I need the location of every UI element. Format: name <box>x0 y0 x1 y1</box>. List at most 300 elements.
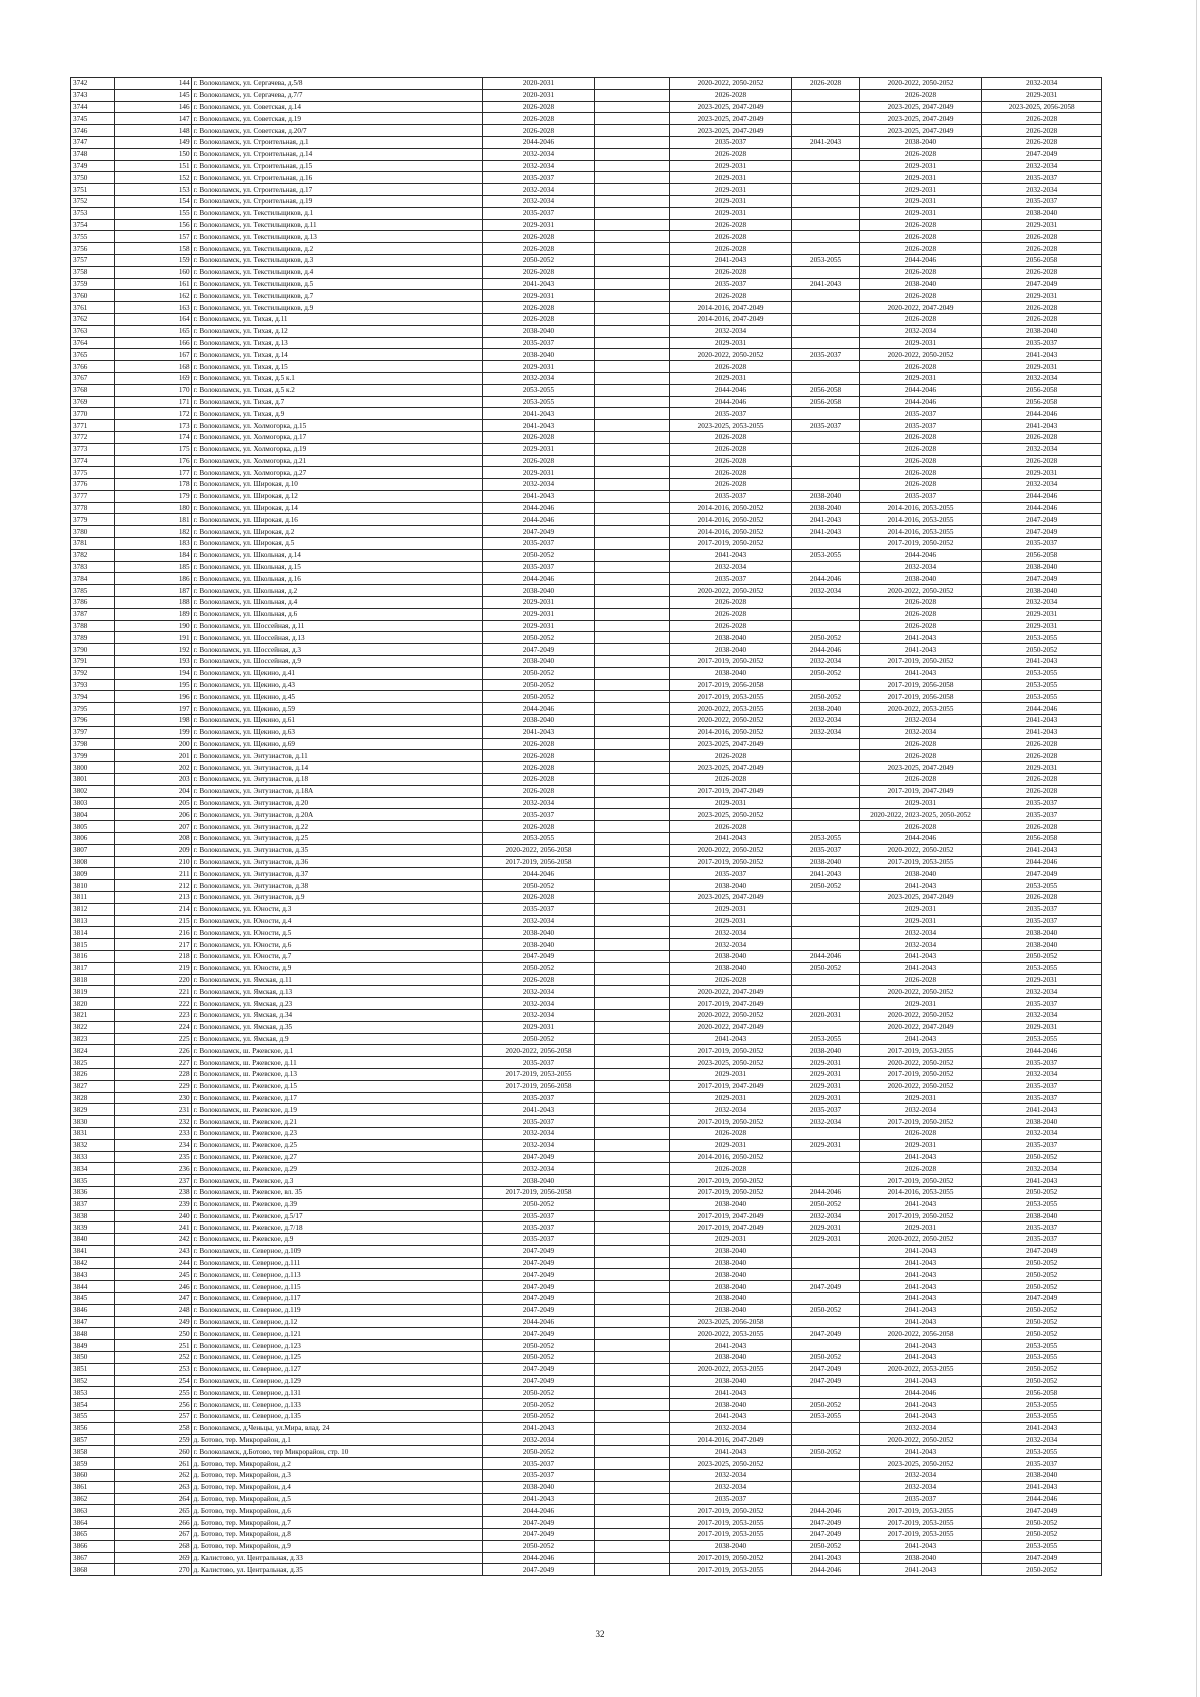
period-e-cell <box>595 1281 670 1293</box>
period-a-cell: 2047-2049 <box>482 526 594 538</box>
period-e-cell <box>595 502 670 514</box>
row-number-cell: 3775 <box>71 467 115 479</box>
table-row <box>71 915 1102 927</box>
period-g-cell: 2053-2055 <box>982 1399 1102 1411</box>
table-row <box>71 833 1102 845</box>
period-g-cell: 2026-2028 <box>982 136 1102 148</box>
period-e-cell <box>595 1328 670 1340</box>
address-cell: д. Калистово, ул. Центральная, д.35 <box>191 1564 482 1576</box>
row-number-cell: 3835 <box>71 1175 115 1187</box>
period-e-cell <box>595 1139 670 1151</box>
period-b-cell: 2023-2025, 2050-2052 <box>669 1458 792 1470</box>
period-a-cell: 2044-2046 <box>482 514 594 526</box>
item-number-cell: 239 <box>114 1198 191 1210</box>
row-number-cell: 3815 <box>71 939 115 951</box>
period-a-cell: 2047-2049 <box>482 1517 594 1529</box>
item-number-cell: 218 <box>114 950 191 962</box>
period-a-cell: 2026-2028 <box>482 113 594 125</box>
item-number-cell: 260 <box>114 1446 191 1458</box>
period-a-cell: 2035-2037 <box>482 1210 594 1222</box>
period-e-cell <box>595 833 670 845</box>
period-f-cell: 2023-2025, 2047-2049 <box>859 762 982 774</box>
period-e-cell <box>595 856 670 868</box>
period-g-cell: 2041-2043 <box>982 656 1102 668</box>
row-number-cell: 3834 <box>71 1163 115 1175</box>
period-g-cell: 2035-2037 <box>982 903 1102 915</box>
period-g-cell: 2050-2052 <box>982 1316 1102 1328</box>
table-row <box>71 903 1102 915</box>
period-g-cell: 2029-2031 <box>982 1021 1102 1033</box>
address-cell: г. Волоколамск, ул. Строительная, д.16 <box>191 172 482 184</box>
schedule-table-body <box>71 78 1102 1576</box>
table-row <box>71 1375 1102 1387</box>
table-row <box>71 1092 1102 1104</box>
table-row <box>71 396 1102 408</box>
period-g-cell: 2053-2055 <box>982 1198 1102 1210</box>
period-c-cell: 2050-2052 <box>792 691 859 703</box>
address-cell: г. Волоколамск, ул. Текстильщиков, д.9 <box>191 302 482 314</box>
period-a-cell: 2050-2052 <box>482 1387 594 1399</box>
period-a-cell: 2035-2037 <box>482 809 594 821</box>
address-cell: г. Волоколамск, ул. Энтузиастов, д.20А <box>191 809 482 821</box>
table-row <box>71 1151 1102 1163</box>
item-number-cell: 203 <box>114 774 191 786</box>
row-number-cell: 3840 <box>71 1234 115 1246</box>
period-g-cell: 2029-2031 <box>982 89 1102 101</box>
period-f-cell: 2029-2031 <box>859 915 982 927</box>
period-a-cell: 2020-2022, 2056-2058 <box>482 844 594 856</box>
period-c-cell: 2047-2049 <box>792 1375 859 1387</box>
period-e-cell <box>595 726 670 738</box>
period-a-cell: 2017-2019, 2056-2058 <box>482 856 594 868</box>
row-number-cell: 3867 <box>71 1552 115 1564</box>
period-b-cell: 2029-2031 <box>669 1139 792 1151</box>
row-number-cell: 3752 <box>71 195 115 207</box>
period-a-cell: 2035-2037 <box>482 1057 594 1069</box>
period-g-cell: 2053-2055 <box>982 632 1102 644</box>
period-c-cell <box>792 431 859 443</box>
period-b-cell: 2026-2028 <box>669 974 792 986</box>
table-row <box>71 420 1102 432</box>
period-b-cell: 2029-2031 <box>669 797 792 809</box>
period-b-cell: 2038-2040 <box>669 644 792 656</box>
item-number-cell: 217 <box>114 939 191 951</box>
address-cell: д. Ботово, тер. Микрорайон, д.2 <box>191 1458 482 1470</box>
period-e-cell <box>595 1009 670 1021</box>
table-row <box>71 113 1102 125</box>
period-e-cell <box>595 715 670 727</box>
period-e-cell <box>595 113 670 125</box>
address-cell: г. Волоколамск, ул. Энтузиастов, д.14 <box>191 762 482 774</box>
period-a-cell: 2029-2031 <box>482 443 594 455</box>
period-g-cell: 2053-2055 <box>982 1540 1102 1552</box>
period-c-cell <box>792 821 859 833</box>
period-b-cell: 2020-2022, 2047-2049 <box>669 986 792 998</box>
table-row <box>71 656 1102 668</box>
address-cell: г. Волоколамск, ш. Северное, д.12 <box>191 1316 482 1328</box>
period-c-cell <box>792 986 859 998</box>
item-number-cell: 145 <box>114 89 191 101</box>
address-cell: г. Волоколамск, ул. Энтузиастов, д.25 <box>191 833 482 845</box>
period-b-cell: 2032-2034 <box>669 1470 792 1482</box>
period-e-cell <box>595 1529 670 1541</box>
period-f-cell: 2020-2022, 2050-2052 <box>859 1080 982 1092</box>
period-a-cell: 2026-2028 <box>482 101 594 113</box>
period-e-cell <box>595 514 670 526</box>
period-a-cell: 2026-2028 <box>482 738 594 750</box>
table-row <box>71 1033 1102 1045</box>
row-number-cell: 3837 <box>71 1198 115 1210</box>
period-e-cell <box>595 1057 670 1069</box>
period-e-cell <box>595 703 670 715</box>
period-b-cell: 2020-2022, 2047-2049 <box>669 1021 792 1033</box>
period-c-cell: 2044-2046 <box>792 1564 859 1576</box>
period-f-cell: 2017-2019, 2053-2055 <box>859 856 982 868</box>
item-number-cell: 214 <box>114 903 191 915</box>
period-b-cell: 2017-2019, 2053-2055 <box>669 1564 792 1576</box>
period-c-cell: 2053-2055 <box>792 549 859 561</box>
period-g-cell: 2026-2028 <box>982 302 1102 314</box>
period-g-cell: 2041-2043 <box>982 1422 1102 1434</box>
period-f-cell: 2041-2043 <box>859 1399 982 1411</box>
period-g-cell: 2026-2028 <box>982 243 1102 255</box>
period-b-cell: 2026-2028 <box>669 750 792 762</box>
period-c-cell <box>792 1163 859 1175</box>
period-f-cell: 2032-2034 <box>859 325 982 337</box>
item-number-cell: 185 <box>114 561 191 573</box>
period-g-cell: 2026-2028 <box>982 785 1102 797</box>
period-c-cell <box>792 1293 859 1305</box>
item-number-cell: 186 <box>114 573 191 585</box>
period-b-cell: 2017-2019, 2050-2052 <box>669 1186 792 1198</box>
period-c-cell <box>792 125 859 137</box>
period-f-cell: 2023-2025, 2047-2049 <box>859 113 982 125</box>
period-e-cell <box>595 785 670 797</box>
period-g-cell: 2044-2046 <box>982 1045 1102 1057</box>
period-a-cell: 2053-2055 <box>482 396 594 408</box>
row-number-cell: 3817 <box>71 962 115 974</box>
period-a-cell: 2053-2055 <box>482 384 594 396</box>
row-number-cell: 3753 <box>71 207 115 219</box>
period-c-cell: 2038-2040 <box>792 1045 859 1057</box>
table-row <box>71 1139 1102 1151</box>
address-cell: г. Волоколамск, ш. Северное, д.131 <box>191 1387 482 1399</box>
period-e-cell <box>595 1092 670 1104</box>
period-c-cell: 2044-2046 <box>792 950 859 962</box>
period-c-cell <box>792 538 859 550</box>
period-c-cell: 2050-2052 <box>792 1352 859 1364</box>
address-cell: г. Волоколамск, ш. Ржевское, д.7/18 <box>191 1222 482 1234</box>
period-c-cell: 2044-2046 <box>792 1186 859 1198</box>
period-c-cell <box>792 1434 859 1446</box>
period-b-cell: 2038-2040 <box>669 1269 792 1281</box>
period-b-cell: 2032-2034 <box>669 1481 792 1493</box>
period-b-cell: 2026-2028 <box>669 455 792 467</box>
row-number-cell: 3808 <box>71 856 115 868</box>
period-c-cell <box>792 597 859 609</box>
table-row <box>71 962 1102 974</box>
period-a-cell: 2032-2034 <box>482 986 594 998</box>
period-g-cell: 2047-2049 <box>982 1505 1102 1517</box>
period-f-cell: 2041-2043 <box>859 950 982 962</box>
row-number-cell: 3827 <box>71 1080 115 1092</box>
table-row <box>71 125 1102 137</box>
row-number-cell: 3767 <box>71 372 115 384</box>
period-b-cell: 2041-2043 <box>669 1340 792 1352</box>
period-f-cell: 2044-2046 <box>859 549 982 561</box>
period-f-cell: 2029-2031 <box>859 1092 982 1104</box>
address-cell: г. Волоколамск, ул. Ямская, д.9 <box>191 1033 482 1045</box>
period-e-cell <box>595 1446 670 1458</box>
period-e-cell <box>595 443 670 455</box>
period-c-cell: 2035-2037 <box>792 420 859 432</box>
period-g-cell: 2053-2055 <box>982 691 1102 703</box>
table-row <box>71 1281 1102 1293</box>
period-a-cell: 2032-2034 <box>482 372 594 384</box>
row-number-cell: 3810 <box>71 880 115 892</box>
period-e-cell <box>595 950 670 962</box>
row-number-cell: 3814 <box>71 927 115 939</box>
period-b-cell: 2020-2022, 2050-2052 <box>669 1009 792 1021</box>
period-a-cell: 2050-2052 <box>482 1352 594 1364</box>
period-e-cell <box>595 891 670 903</box>
item-number-cell: 191 <box>114 632 191 644</box>
period-c-cell <box>792 172 859 184</box>
row-number-cell: 3765 <box>71 349 115 361</box>
period-g-cell: 2029-2031 <box>982 608 1102 620</box>
item-number-cell: 242 <box>114 1234 191 1246</box>
row-number-cell: 3843 <box>71 1269 115 1281</box>
table-row <box>71 1363 1102 1375</box>
schedule-table-container <box>70 77 1102 1576</box>
period-b-cell: 2017-2019, 2050-2052 <box>669 1116 792 1128</box>
table-row <box>71 1493 1102 1505</box>
period-g-cell: 2035-2037 <box>982 915 1102 927</box>
period-b-cell: 2038-2040 <box>669 1352 792 1364</box>
period-a-cell: 2050-2052 <box>482 632 594 644</box>
address-cell: г. Волоколамск, ул. Школьная, д.2 <box>191 585 482 597</box>
address-cell: г. Волоколамск, ул. Тихая, д.5 к.2 <box>191 384 482 396</box>
period-b-cell: 2035-2037 <box>669 573 792 585</box>
table-row <box>71 372 1102 384</box>
row-number-cell: 3772 <box>71 431 115 443</box>
period-g-cell: 2038-2040 <box>982 585 1102 597</box>
period-a-cell: 2032-2034 <box>482 1127 594 1139</box>
table-row <box>71 1045 1102 1057</box>
item-number-cell: 269 <box>114 1552 191 1564</box>
row-number-cell: 3746 <box>71 125 115 137</box>
period-a-cell: 2050-2052 <box>482 1198 594 1210</box>
period-c-cell: 2029-2031 <box>792 1057 859 1069</box>
address-cell: г. Волоколамск, ул. Строительная, д.17 <box>191 184 482 196</box>
period-a-cell: 2047-2049 <box>482 1281 594 1293</box>
period-a-cell: 2026-2028 <box>482 313 594 325</box>
item-number-cell: 149 <box>114 136 191 148</box>
period-e-cell <box>595 1222 670 1234</box>
table-row <box>71 467 1102 479</box>
period-f-cell: 2044-2046 <box>859 833 982 845</box>
period-f-cell: 2041-2043 <box>859 1198 982 1210</box>
item-number-cell: 259 <box>114 1434 191 1446</box>
period-e-cell <box>595 762 670 774</box>
period-g-cell: 2029-2031 <box>982 361 1102 373</box>
address-cell: г. Волоколамск, ул. Энтузиастов, д.37 <box>191 868 482 880</box>
row-number-cell: 3849 <box>71 1340 115 1352</box>
period-c-cell: 2032-2034 <box>792 585 859 597</box>
row-number-cell: 3766 <box>71 361 115 373</box>
period-g-cell: 2029-2031 <box>982 467 1102 479</box>
address-cell: г. Волоколамск, ул. Сергачева, д.7/7 <box>191 89 482 101</box>
period-b-cell: 2044-2046 <box>669 396 792 408</box>
period-a-cell: 2032-2034 <box>482 1434 594 1446</box>
address-cell: г. Волоколамск, ул. Широкая, д.12 <box>191 490 482 502</box>
period-b-cell: 2026-2028 <box>669 89 792 101</box>
period-b-cell: 2038-2040 <box>669 1281 792 1293</box>
period-c-cell <box>792 337 859 349</box>
table-row <box>71 313 1102 325</box>
period-f-cell: 2032-2034 <box>859 1470 982 1482</box>
period-f-cell: 2014-2016, 2053-2055 <box>859 514 982 526</box>
period-b-cell: 2017-2019, 2047-2049 <box>669 998 792 1010</box>
item-number-cell: 172 <box>114 408 191 420</box>
period-f-cell: 2026-2028 <box>859 467 982 479</box>
period-c-cell <box>792 219 859 231</box>
row-number-cell: 3781 <box>71 538 115 550</box>
period-f-cell: 2020-2022, 2047-2049 <box>859 1021 982 1033</box>
period-a-cell: 2026-2028 <box>482 750 594 762</box>
table-row <box>71 1458 1102 1470</box>
row-number-cell: 3790 <box>71 644 115 656</box>
item-number-cell: 154 <box>114 195 191 207</box>
table-row <box>71 821 1102 833</box>
row-number-cell: 3831 <box>71 1127 115 1139</box>
period-c-cell: 2038-2040 <box>792 856 859 868</box>
row-number-cell: 3852 <box>71 1375 115 1387</box>
period-b-cell: 2032-2034 <box>669 1422 792 1434</box>
period-a-cell: 2029-2031 <box>482 608 594 620</box>
item-number-cell: 189 <box>114 608 191 620</box>
period-b-cell: 2017-2019, 2050-2052 <box>669 1045 792 1057</box>
row-number-cell: 3792 <box>71 667 115 679</box>
period-f-cell: 2038-2040 <box>859 1552 982 1564</box>
item-number-cell: 258 <box>114 1422 191 1434</box>
period-g-cell: 2047-2049 <box>982 526 1102 538</box>
table-row <box>71 278 1102 290</box>
period-b-cell: 2032-2034 <box>669 325 792 337</box>
period-g-cell: 2038-2040 <box>982 561 1102 573</box>
period-g-cell: 2044-2046 <box>982 1493 1102 1505</box>
period-a-cell: 2029-2031 <box>482 620 594 632</box>
address-cell: г. Волоколамск, ул. Широкая, д.5 <box>191 538 482 550</box>
table-row <box>71 1021 1102 1033</box>
row-number-cell: 3798 <box>71 738 115 750</box>
item-number-cell: 237 <box>114 1175 191 1187</box>
address-cell: д. Ботово, тер. Микрорайон, д.6 <box>191 1505 482 1517</box>
period-a-cell: 2038-2040 <box>482 656 594 668</box>
period-b-cell: 2038-2040 <box>669 1375 792 1387</box>
period-c-cell: 2035-2037 <box>792 1104 859 1116</box>
period-f-cell: 2020-2022, 2056-2058 <box>859 1328 982 1340</box>
period-f-cell: 2020-2022, 2050-2052 <box>859 844 982 856</box>
period-f-cell: 2026-2028 <box>859 431 982 443</box>
row-number-cell: 3769 <box>71 396 115 408</box>
item-number-cell: 233 <box>114 1127 191 1139</box>
period-b-cell: 2041-2043 <box>669 1446 792 1458</box>
table-row <box>71 620 1102 632</box>
period-e-cell <box>595 1021 670 1033</box>
period-e-cell <box>595 479 670 491</box>
period-e-cell <box>595 136 670 148</box>
period-a-cell: 2041-2043 <box>482 408 594 420</box>
period-f-cell: 2035-2037 <box>859 408 982 420</box>
period-f-cell: 2026-2028 <box>859 148 982 160</box>
table-row <box>71 1564 1102 1576</box>
address-cell: г. Волоколамск, ул. Тихая, д.11 <box>191 313 482 325</box>
period-c-cell <box>792 195 859 207</box>
row-number-cell: 3751 <box>71 184 115 196</box>
item-number-cell: 235 <box>114 1151 191 1163</box>
table-row <box>71 891 1102 903</box>
period-e-cell <box>595 1552 670 1564</box>
period-e-cell <box>595 1411 670 1423</box>
table-row <box>71 349 1102 361</box>
item-number-cell: 188 <box>114 597 191 609</box>
period-c-cell: 2050-2052 <box>792 1304 859 1316</box>
address-cell: г. Волоколамск, ул. Широкая, д.16 <box>191 514 482 526</box>
table-row <box>71 266 1102 278</box>
period-g-cell: 2041-2043 <box>982 726 1102 738</box>
period-b-cell: 2026-2028 <box>669 1163 792 1175</box>
period-c-cell: 2041-2043 <box>792 278 859 290</box>
item-number-cell: 147 <box>114 113 191 125</box>
row-number-cell: 3778 <box>71 502 115 514</box>
period-g-cell: 2032-2034 <box>982 1127 1102 1139</box>
table-row <box>71 750 1102 762</box>
period-a-cell: 2035-2037 <box>482 1234 594 1246</box>
period-e-cell <box>595 1493 670 1505</box>
address-cell: г. Волоколамск, ул. Щекино, д.69 <box>191 738 482 750</box>
row-number-cell: 3771 <box>71 420 115 432</box>
table-row <box>71 361 1102 373</box>
period-e-cell <box>595 1033 670 1045</box>
period-e-cell <box>595 632 670 644</box>
table-row <box>71 325 1102 337</box>
period-c-cell <box>792 1021 859 1033</box>
period-f-cell: 2023-2025, 2047-2049 <box>859 125 982 137</box>
period-g-cell: 2053-2055 <box>982 679 1102 691</box>
address-cell: г. Волоколамск, ул. Энтузиастов, д.38 <box>191 880 482 892</box>
period-e-cell <box>595 195 670 207</box>
period-c-cell: 2050-2052 <box>792 962 859 974</box>
period-g-cell: 2026-2028 <box>982 231 1102 243</box>
period-a-cell: 2038-2040 <box>482 349 594 361</box>
period-c-cell <box>792 679 859 691</box>
table-row <box>71 1009 1102 1021</box>
item-number-cell: 168 <box>114 361 191 373</box>
period-g-cell: 2050-2052 <box>982 1257 1102 1269</box>
item-number-cell: 229 <box>114 1080 191 1092</box>
period-b-cell: 2023-2025, 2047-2049 <box>669 762 792 774</box>
address-cell: г. Волоколамск, ул. Широкая, д.10 <box>191 479 482 491</box>
address-cell: г. Волоколамск, ул. Холмогорка, д.21 <box>191 455 482 467</box>
row-number-cell: 3826 <box>71 1068 115 1080</box>
period-f-cell: 2020-2022, 2050-2052 <box>859 78 982 90</box>
period-g-cell: 2050-2052 <box>982 1304 1102 1316</box>
table-row <box>71 136 1102 148</box>
item-number-cell: 151 <box>114 160 191 172</box>
row-number-cell: 3776 <box>71 479 115 491</box>
period-f-cell: 2026-2028 <box>859 608 982 620</box>
